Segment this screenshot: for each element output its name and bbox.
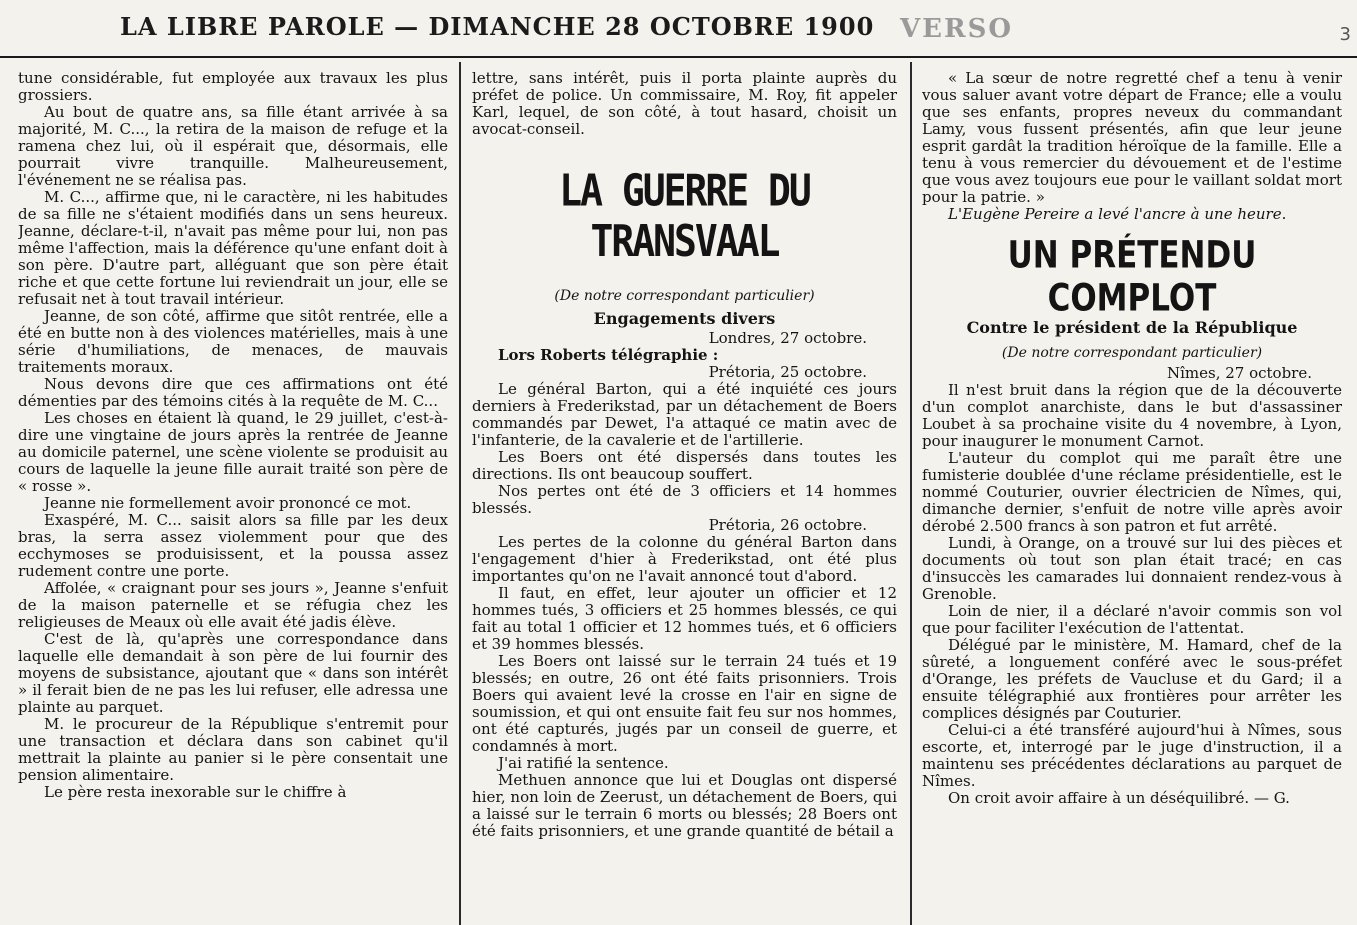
paragraph: On croit avoir affaire à un déséquilibré. — G. bbox=[948, 789, 1290, 807]
paragraph: Jeanne nie formellement avoir prononcé ce mot. bbox=[44, 494, 412, 512]
headline-transvaal: LA GUERRE DU TRANSVAAL bbox=[559, 165, 810, 267]
paragraph: Lors Roberts télégraphie : bbox=[498, 346, 719, 364]
dateline: Prétoria, 25 octobre. bbox=[708, 363, 867, 381]
paragraph: Les pertes de la colonne du général Barton dans l'engagement d'hier à Frederikstad, ont été plus importantes qu'on ne l'avait annoncé tout d'abord. bbox=[472, 533, 897, 585]
paragraph: Methuen annonce que lui et Douglas ont dispersé hier, non loin de Zeerust, un détachement de Boers, qui a laissé sur le terrain 6 morts ou blessés; 28 Boers ont été faits prisonniers, et une grande quantité de bétail a bbox=[472, 771, 897, 840]
masthead-faded-text: VERSO bbox=[900, 14, 1014, 44]
paragraph: Jeanne, de son côté, affirme que sitôt rentrée, elle a été en butte non à des violences matérielles, mais à une série d'humiliations, de menaces, de mauvais traitements moraux. bbox=[18, 307, 448, 376]
paragraph: L'Eugène Pereire a levé l'ancre à une heure. bbox=[948, 205, 1287, 223]
paragraph: J'ai ratifié la sentence. bbox=[498, 754, 669, 772]
correspondent-note: (De notre correspondant particulier) bbox=[1001, 345, 1263, 361]
column-1 bbox=[18, 70, 448, 925]
dateline: Londres, 27 octobre. bbox=[708, 329, 867, 347]
paragraph: Nous devons dire que ces affirmations ont été démenties par des témoins cités à la requête de M. C... bbox=[18, 375, 448, 410]
paragraph: Lundi, à Orange, on a trouvé sur lui des pièces et documents où tout son plan était tracé; en cas d'insuccès les camarades lui donnaient rendez-vous à Grenoble. bbox=[922, 534, 1342, 603]
page-number: 3 bbox=[1339, 24, 1351, 45]
paragraph: Les Boers ont été dispersés dans toutes les directions. Ils ont beaucoup souffert. bbox=[472, 448, 897, 483]
paragraph: Délégué par le ministère, M. Hamard, chef de la sûreté, a longuement conféré avec le sous-préfet d'Orange, les préfets de Vaucluse et du Gard; il a ensuite télégraphié aux frontières pour arrêter les complices désignés par Couturier. bbox=[922, 636, 1342, 722]
paragraph: L'auteur du complot qui me paraît être une fumisterie doublée d'une réclame présidentielle, est le nommé Couturier, ouvrier électricien de Nîmes, qui, dimanche dernier, s'enfuit de notre ville après avoir dérobé 2.500 francs à son patron et fut arrêté. bbox=[922, 449, 1342, 535]
paragraph: Il n'est bruit dans la région que de la découverte d'un complot anarchiste, dans le but d'assassiner Loubet à sa prochaine visite du 4 novembre, à Lyon, pour inaugurer le monument Carnot. bbox=[922, 381, 1342, 450]
paragraph: Le père resta inexorable sur le chiffre à bbox=[44, 783, 347, 801]
paragraph: tune considérable, fut employée aux travaux les plus grossiers. bbox=[18, 70, 448, 104]
paragraph: Le général Barton, qui a été inquiété ces jours derniers à Frederikstad, par un détachement de Boers commandés par Dewet, l'a attaqué ce matin avec de l'infanterie, de la cavalerie et de l'artillerie. bbox=[472, 380, 897, 449]
paragraph: Affolée, « craignant pour ses jours », Jeanne s'enfuit de la maison paternelle et se réfugia chez les religieuses de Meaux où elle avait été jadis élève. bbox=[18, 579, 448, 631]
dateline: Nîmes, 27 octobre. bbox=[1166, 364, 1312, 382]
column-3 bbox=[922, 70, 1342, 925]
column-rule-left bbox=[459, 62, 461, 925]
masthead-title: LA LIBRE PAROLE — DIMANCHE 28 OCTOBRE 1900 bbox=[120, 12, 875, 41]
paragraph: Les choses en étaient là quand, le 29 juillet, c'est-à-dire une vingtaine de jours après la rentrée de Jeanne au domicile paternel, une scène violente se produisit au cours de laquelle la jeune fille aurait traité son père de « rosse ». bbox=[18, 409, 448, 495]
paragraph: M. le procureur de la République s'entremit pour une transaction et déclara dans son cabinet qu'il mettrait la plainte au panier si le père consentait une pension alimentaire. bbox=[18, 715, 448, 784]
paragraph: Exaspéré, M. C... saisit alors sa fille par les deux bras, la serra assez violemment pour que des ecchymoses se produisissent, et la poussa assez rudement contre une porte. bbox=[18, 511, 448, 580]
headline-complot: UN PRÉTENDU COMPLOT bbox=[1007, 233, 1257, 321]
masthead bbox=[0, 0, 1357, 58]
correspondent-note: (De notre correspondant particulier) bbox=[554, 288, 815, 304]
subheadline: Engagements divers bbox=[593, 309, 776, 328]
paragraph: lettre, sans intérêt, puis il porta plainte auprès du préfet de police. Un commissaire, M. Roy, fit appeler Karl, lequel, de son côté, à tout hasard, choisit un avocat-conseil. bbox=[472, 70, 897, 138]
column-rule-right bbox=[910, 62, 912, 925]
paragraph: M. C..., affirme que, ni le caractère, ni les habitudes de sa fille ne s'étaient modifiés dans un sens heureux. Jeanne, déclare-t-il, n'avait pas même pour lui, non pas même l'affection, mais la déférence qu'une enfant doit à son père. D'autre part, alléguant que son père était riche et que cette fortune lui reviendrait un jour, elle se refusait net à tout travail intérieur. bbox=[18, 188, 448, 308]
paragraph: Au bout de quatre ans, sa fille étant arrivée à sa majorité, M. C..., la retira de la maison de refuge et la ramena chez lui, où il espérait que, désormais, elle pourrait vivre tranquille. Malheureusement, l'événement ne se réalisa pas. bbox=[18, 103, 448, 189]
subheadline: Contre le président de la République bbox=[966, 318, 1298, 337]
column-2 bbox=[472, 70, 897, 925]
paragraph: « La sœur de notre regretté chef a tenu à venir vous saluer avant votre départ de France; elle a voulu que ses enfants, propres neveux du commandant Lamy, vous fussent présentés, afin que leur jeune esprit gardât la tradition héroïque de la famille. Elle a tenu à vous remercier du dévouement et de l'estime que vous avez toujours eue pour le vaillant soldat mort pour la patrie. » bbox=[922, 70, 1342, 206]
paragraph: Loin de nier, il a déclaré n'avoir commis son vol que pour faciliter l'exécution de l'attentat. bbox=[922, 602, 1342, 637]
paragraph: Nos pertes ont été de 3 officiers et 14 hommes blessés. bbox=[472, 482, 897, 517]
paragraph: Les Boers ont laissé sur le terrain 24 tués et 19 blessés; en outre, 26 ont été faits prisonniers. Trois Boers qui avaient levé la crosse en l'air en signe de soumission, et qui ont ensuite fait feu sur nos hommes, ont été capturés, jugés par un conseil de guerre, et condamnés à mort. bbox=[472, 652, 897, 755]
dateline: Prétoria, 26 octobre. bbox=[708, 516, 867, 534]
paragraph: Il faut, en effet, leur ajouter un officier et 12 hommes tués, 3 officiers et 25 hommes blessés, ce qui fait au total 1 officier et 12 hommes tués, et 6 officiers et 39 hommes blessés. bbox=[472, 584, 897, 653]
paragraph: Celui-ci a été transféré aujourd'hui à Nîmes, sous escorte, et, interrogé par le juge d'instruction, il a maintenu ses précédentes déclarations au parquet de Nîmes. bbox=[922, 721, 1342, 790]
paragraph: C'est de là, qu'après une correspondance dans laquelle elle demandait à son père de lui fournir des moyens de subsistance, ajoutant que « dans son intérêt » il ferait bien de ne pas les lui refuser, elle adressa une plainte au parquet. bbox=[18, 630, 448, 716]
